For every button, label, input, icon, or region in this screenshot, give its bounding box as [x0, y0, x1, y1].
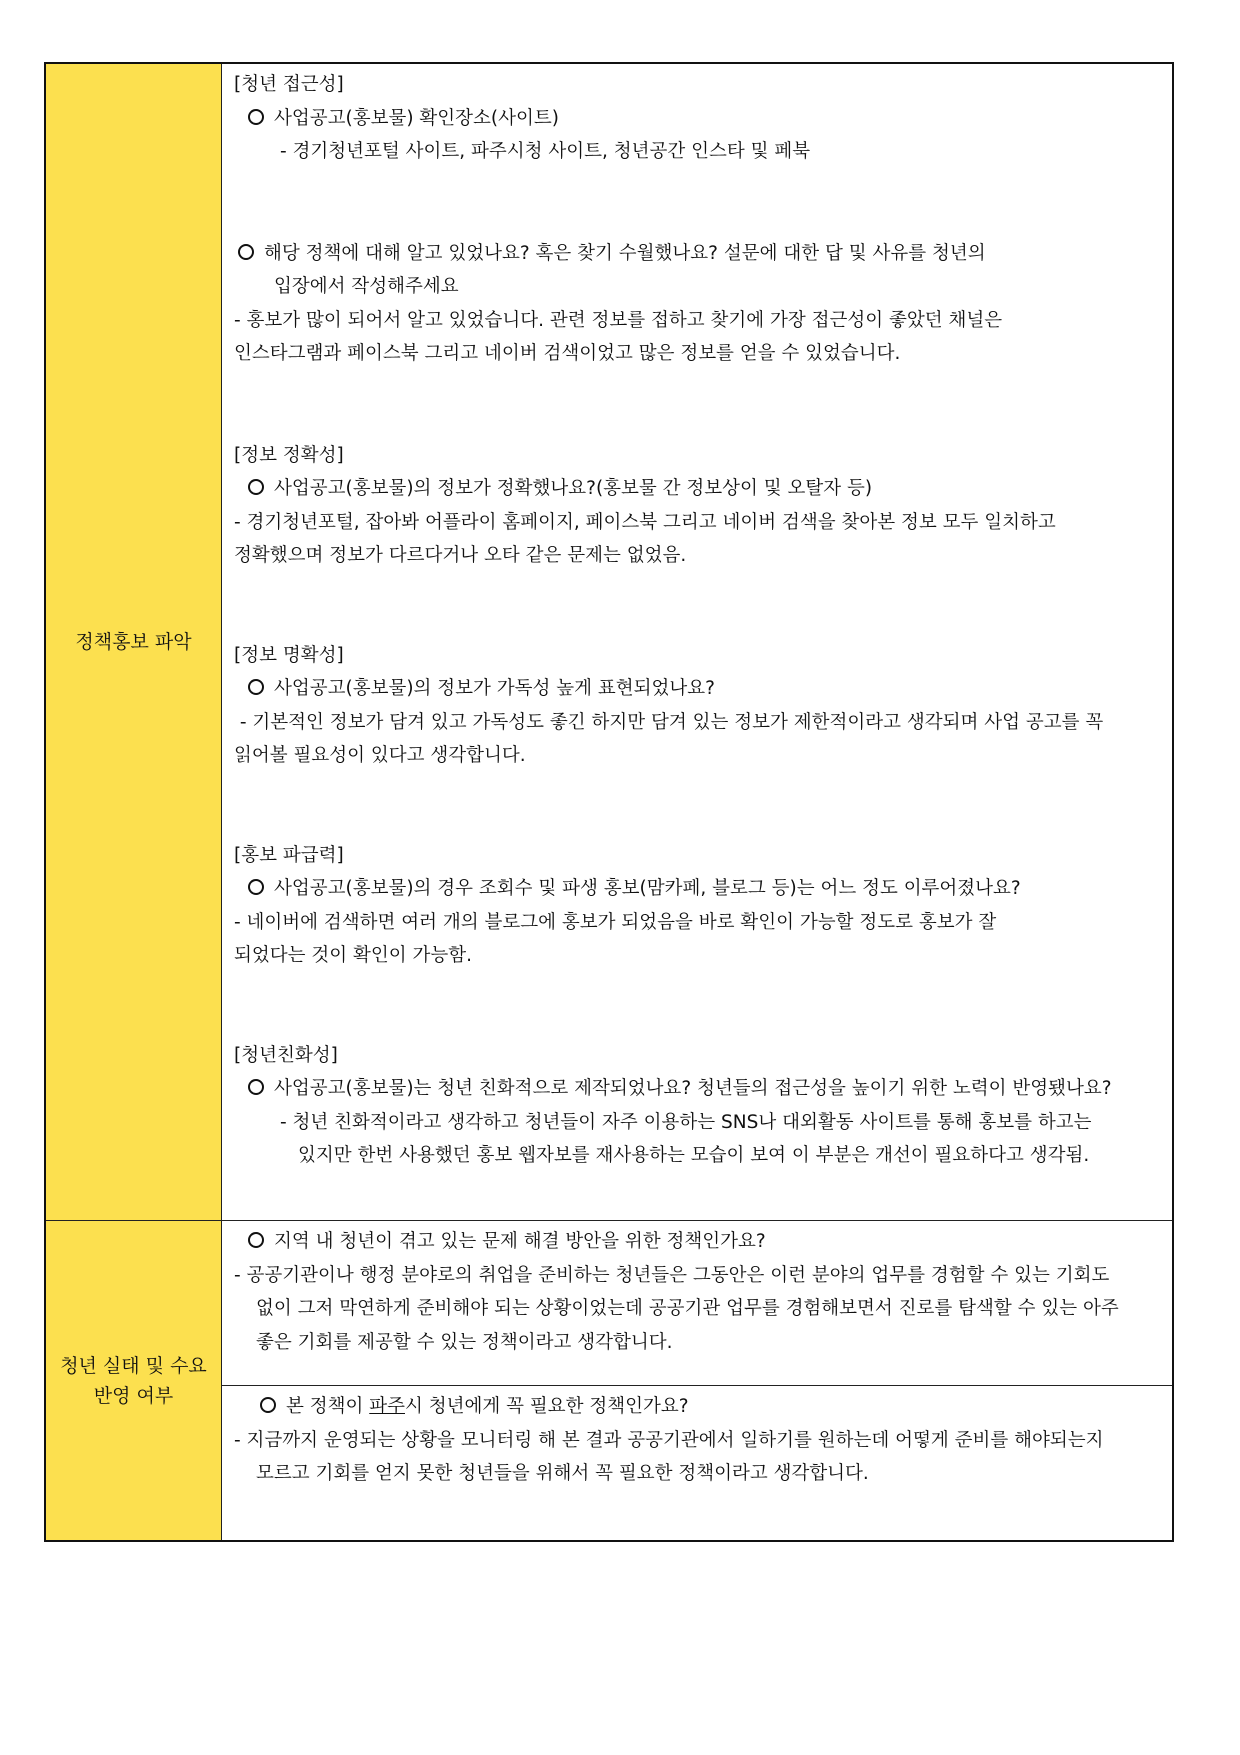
answer-continued: 정확했으며 정보가 다르다거나 오타 같은 문제는 없었음.	[234, 545, 687, 566]
answer: - 기본적인 정보가 담겨 있고 가독성도 좋긴 하지만 담겨 있는 정보가 제한적이라고 생각되며 사업 공고를 꼭	[234, 711, 1104, 733]
question-text: 시 청년에게 꼭 필요한 정책인가요?	[405, 1396, 689, 1417]
question-text: 사업공고(홍보물)의 경우 조회수 및 파생 홍보(맘카페, 블로그 등)는 어느 정도 이루어졌나요?	[274, 878, 1021, 899]
answer: - 네이버에 검색하면 여러 개의 블로그에 홍보가 되었음을 바로 확인이 가능할 정도로 홍보가 잘	[234, 911, 997, 933]
circle-bullet-icon	[248, 109, 264, 125]
question	[234, 472, 1162, 506]
question-text: 사업공고(홍보물)의 정보가 가독성 높게 표현되었나요?	[274, 678, 715, 699]
circle-bullet-icon	[248, 479, 264, 495]
circle-bullet-icon	[238, 244, 254, 260]
answer: - 경기청년포털, 잡아봐 어플라이 홈페이지, 페이스북 그리고 네이버 검색을 찾아본 정보 모두 일치하고	[234, 511, 1056, 533]
question	[234, 1072, 1162, 1106]
circle-bullet-icon	[260, 1397, 276, 1413]
question-text: 본 정책이	[286, 1396, 370, 1417]
row-label: 청년 실태 및 수요	[60, 1354, 207, 1377]
circle-bullet-icon	[248, 679, 264, 695]
evaluation-table	[44, 62, 1174, 1542]
section-heading: [정보 명확성]	[234, 644, 344, 666]
row-label: 정책홍보 파악	[75, 631, 192, 653]
question-text: 지역 내 청년이 겪고 있는 문제 해결 방안을 위한 정책인가요?	[274, 1231, 766, 1252]
section-heading: [홍보 파급력]	[234, 844, 344, 866]
question	[234, 1390, 1162, 1424]
question-text-underlined: 파주	[369, 1396, 405, 1417]
answer: - 홍보가 많이 되어서 알고 있었습니다. 관련 정보를 접하고 찾기에 가장 접근성이 좋았던 채널은	[234, 309, 1003, 331]
row-label-continued: 반영 여부	[93, 1384, 174, 1407]
question-text: 사업공고(홍보물)의 정보가 정확했나요?(홍보물 간 정보상이 및 오탈자 등)	[274, 478, 873, 499]
question-text: 사업공고(홍보물) 확인장소(사이트)	[274, 107, 559, 129]
content-cell	[222, 1386, 1174, 1542]
answer: - 지금까지 운영되는 상황을 모니터링 해 본 결과 공공기관에서 일하기를 원하는데 어떻게 준비를 해야되는지	[234, 1429, 1104, 1451]
answer: - 경기청년포털 사이트, 파주시청 사이트, 청년공간 인스타 및 페북	[280, 141, 811, 162]
answer-continued: 없이 그저 막연하게 준비해야 되는 상황이었는데 공공기관 업무를 경험해보면서 진로를 탐색할 수 있는 아주	[256, 1298, 1119, 1319]
question	[234, 1225, 1162, 1259]
table-row	[45, 63, 1173, 1221]
circle-bullet-icon	[248, 879, 264, 895]
answer-continued: 좋은 기회를 제공할 수 있는 정책이라고 생각합니다.	[256, 1331, 673, 1353]
content-cell	[222, 1221, 1174, 1386]
answer-continued: 있지만 한번 사용했던 홍보 웹자보를 재사용하는 모습이 보여 이 부분은 개선이 필요하다고 생각됨.	[298, 1145, 1090, 1166]
question	[234, 872, 1162, 906]
question-text: 해당 정책에 대해 알고 있었나요? 혹은 찾기 수월했나요? 설문에 대한 답 및 사유를 청년의	[264, 242, 986, 264]
section-heading: [청년친화성]	[234, 1044, 338, 1066]
question	[234, 102, 1162, 136]
section-heading: [청년 접근성]	[234, 74, 344, 95]
question	[234, 237, 1162, 271]
answer: - 청년 친화적이라고 생각하고 청년들이 자주 이용하는 SNS나 대외활동 사이트를 통해 홍보를 하고는	[280, 1111, 1092, 1133]
row-label-cell	[45, 1221, 222, 1542]
question-continued: 입장에서 작성해주세요	[274, 276, 459, 297]
answer-continued: 모르고 기회를 얻지 못한 청년들을 위해서 꼭 필요한 정책이라고 생각합니다.	[256, 1463, 869, 1484]
answer-continued: 되었다는 것이 확인이 가능함.	[234, 945, 472, 966]
table-row	[45, 1221, 1173, 1386]
question-text: 사업공고(홍보물)는 청년 친화적으로 제작되었나요? 청년들의 접근성을 높이기 위한 노력이 반영됐나요?	[274, 1078, 1112, 1099]
section-heading: [정보 정확성]	[234, 444, 344, 466]
content-cell	[222, 63, 1174, 1221]
circle-bullet-icon	[248, 1079, 264, 1095]
answer-continued: 인스타그램과 페이스북 그리고 네이버 검색이었고 많은 정보를 얻을 수 있었습니다.	[234, 343, 901, 364]
question	[234, 672, 1162, 706]
answer: - 공공기관이나 행정 분야로의 취업을 준비하는 청년들은 그동안은 이런 분야의 업무를 경험할 수 있는 기회도	[234, 1264, 1110, 1286]
circle-bullet-icon	[248, 1232, 264, 1248]
answer-continued: 읽어볼 필요성이 있다고 생각합니다.	[234, 745, 526, 766]
row-label-cell	[45, 63, 222, 1221]
